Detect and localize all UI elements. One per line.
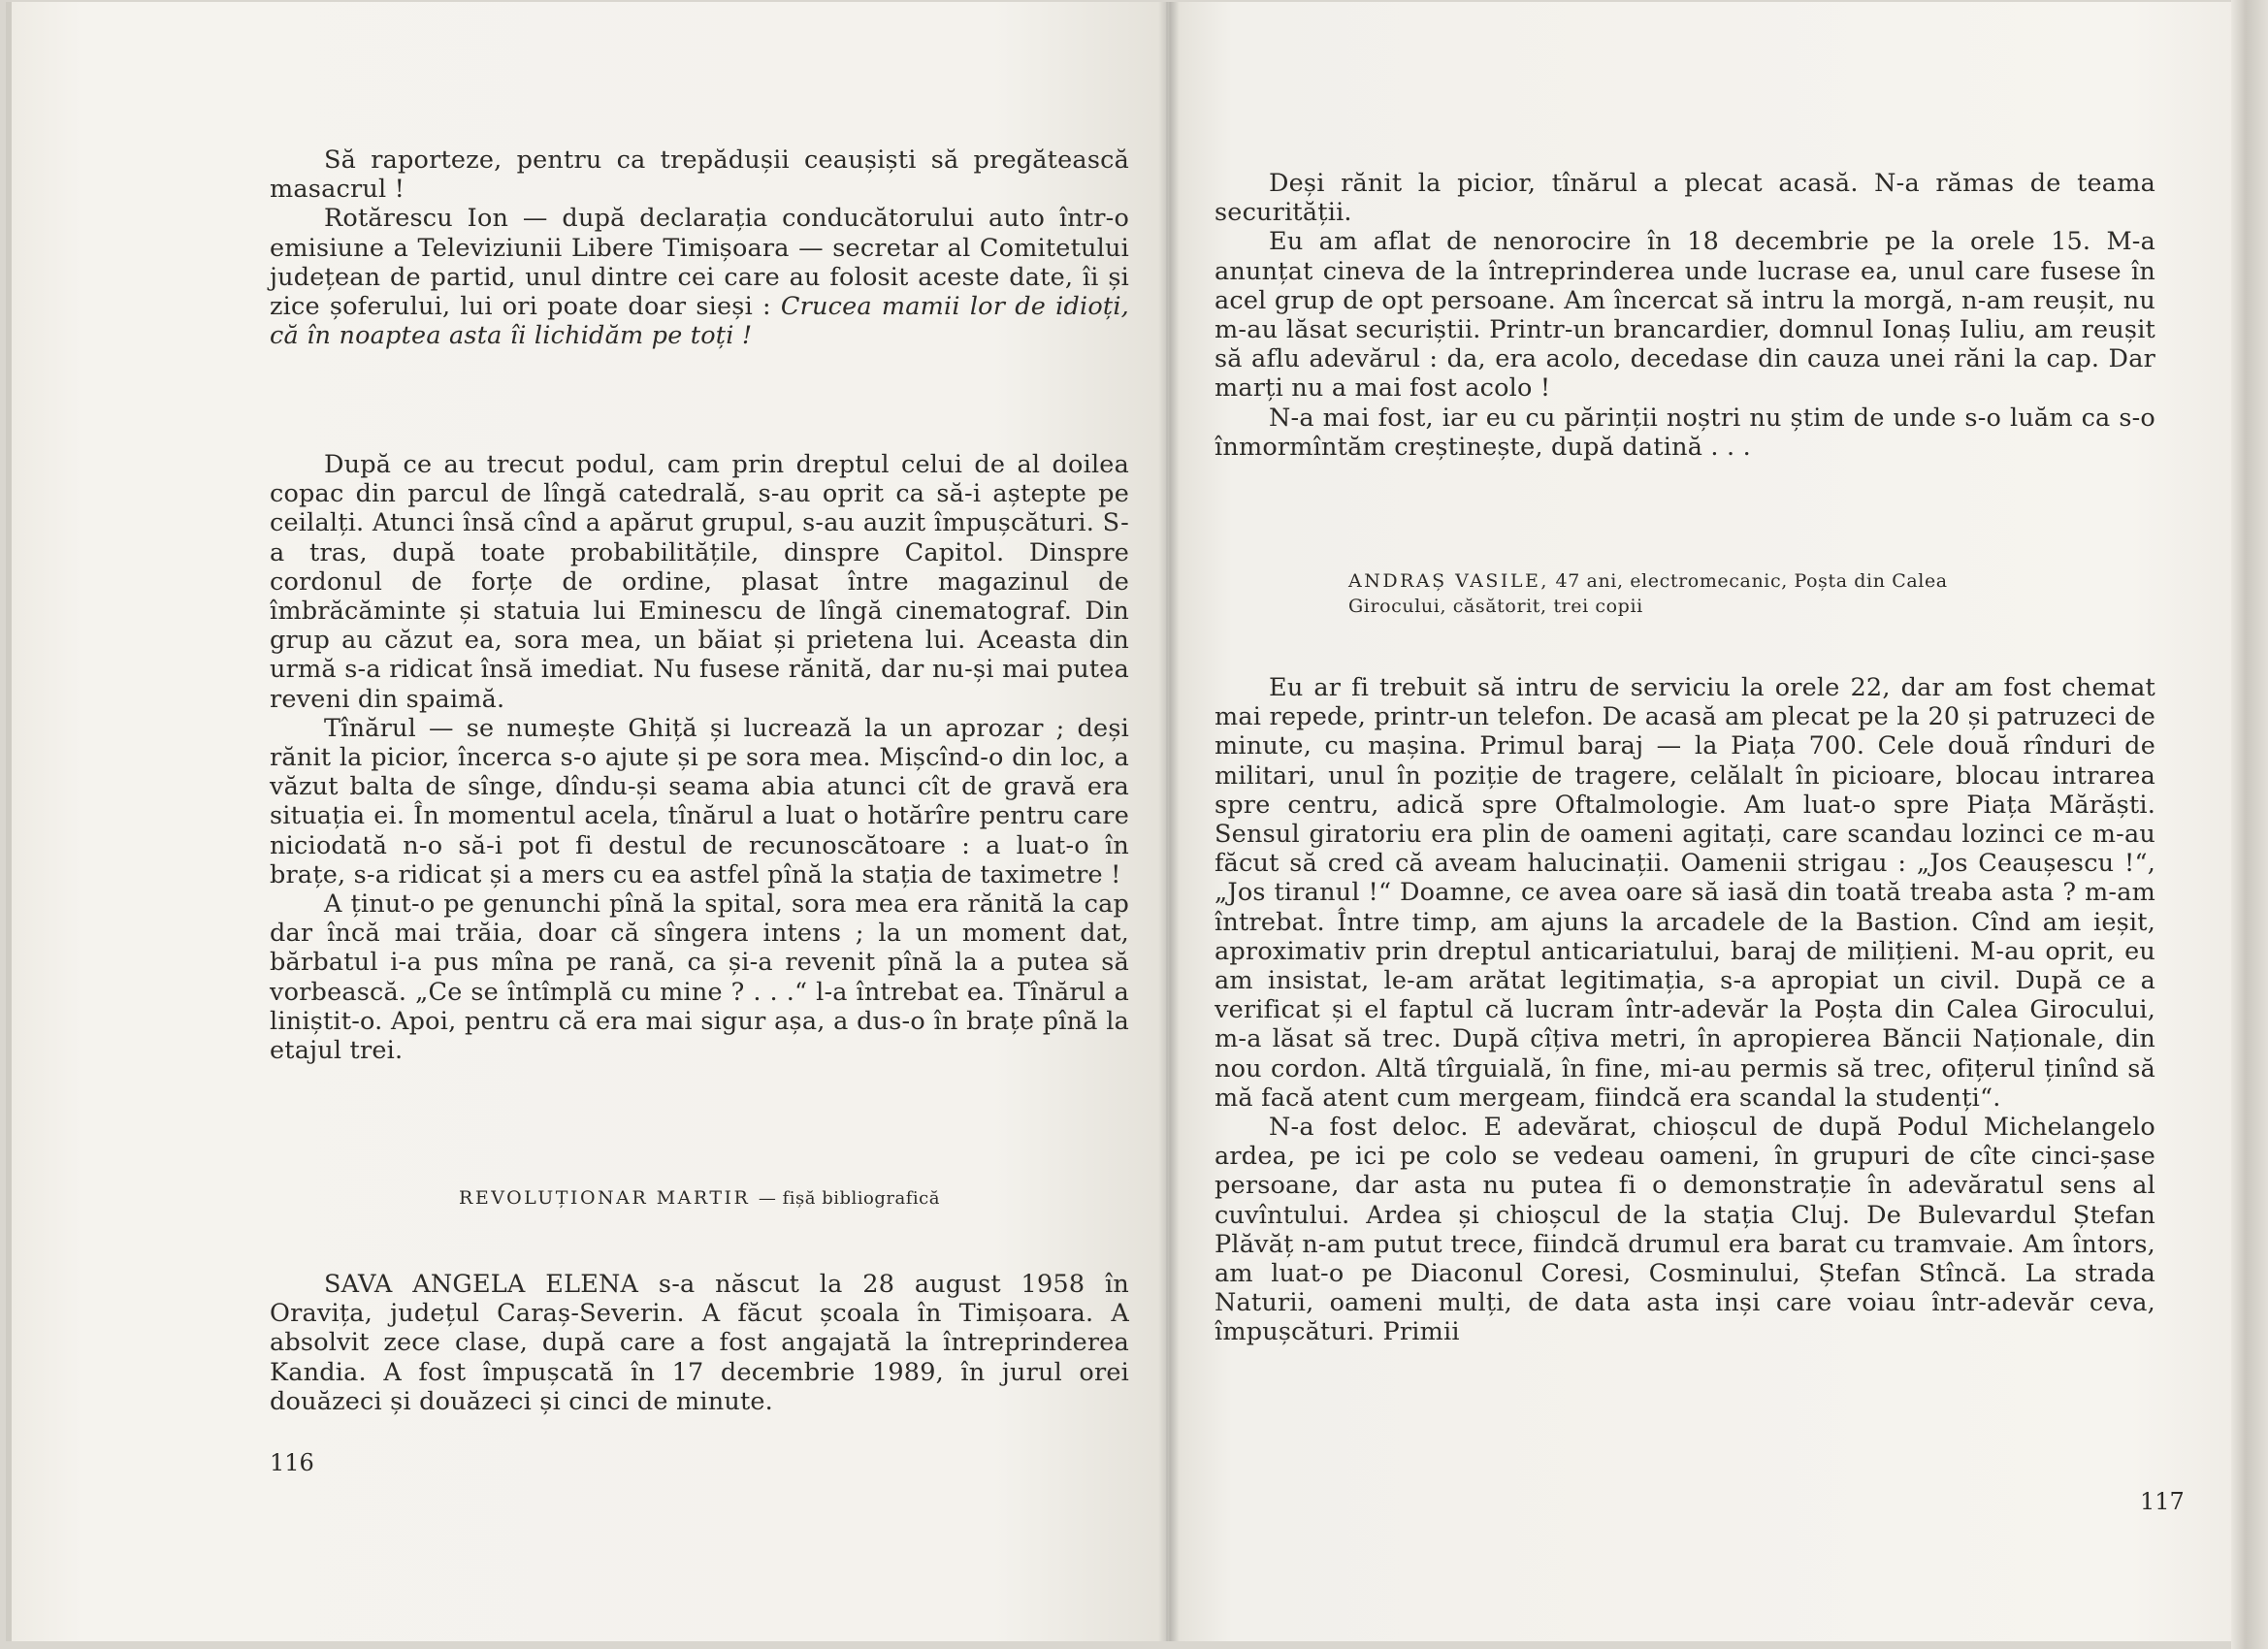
left-paragraph: După ce au trecut podul, cam prin dreptul celui de al doilea copac din parcul de lîngă catedrală, s-au oprit ca să-i aștepte pe ceilalți. Atunci însă cînd a apărut grupul, s-au auzit împușcături. S-a tras, după toate probabilitățile, dinspre Capitol. Dinspre cordonul de forțe de ordine, plasat între magazinul de îmbrăcăminte și statuia lui Eminescu de lîngă cinematograf. Din grup au căzut ea, sora mea, un băiat și prietena lui. Aceasta din urmă s-a ridicat însă imediat. Nu fusese rănită, dar nu-și mai putea reveni din spaimă. bbox=[270, 450, 1129, 714]
left-block-2 bbox=[270, 450, 1129, 1065]
left-page bbox=[6, 2, 1166, 1641]
right-paragraph: N-a fost deloc. E adevărat, chioșcul de după Podul Michelangelo ardea, pe ici pe colo se vedeau oameni, în grupuri de cîte cinci-șase persoane, dar asta nu putea fi o demonstrație în adevăratul sens al cuvîntului. Ardea și chioșcul de la stația Cluj. De Bulevardul Ștefan Plăvăț n-am putut trece, fiindcă drumul era barat cu tramvaie. Am întors, am luat-o pe Diaconul Coresi, Cosminului, Ștefan Stîncă. La strada Naturii, oameni mulți, de data asta inși care voiau într-adevăr ceva, împușcături. Primii bbox=[1215, 1113, 2155, 1347]
right-paragraph: Eu am aflat de nenorocire în 18 decembrie pe la orele 15. M-a anunțat cineva de la întreprinderea unde lucrase ea, unul care fusese în acel grup de opt persoane. Am încercat să intru la morgă, n-am reușit, nu m-au lăsat securiștii. Printr-un brancardier, domnul Ionaș Iuliu, am reușit să aflu adevărul : da, era acolo, decedase din cauza unei răni la cap. Dar marți nu a mai fost acolo ! bbox=[1215, 227, 2155, 404]
left-paragraph-text: Rotărescu Ion — după declarația conducătorului auto într-o emisiune a Televiziunii Libere Timișoara — secretar al Comitetului județean de partid, unul dintre cei care au folosit aceste date, îi și zice șoferului, lui ori poate doar sieși : bbox=[270, 204, 1129, 322]
italic-quote: Crucea mamii lor de idioți, că în noaptea asta îi lichidăm pe toți ! bbox=[270, 292, 1129, 351]
witness-details-line-2: Girocului, căsătorit, trei copii bbox=[1348, 596, 1643, 617]
book-gutter bbox=[1158, 2, 1180, 1641]
page-number-right: 117 bbox=[2140, 1488, 2185, 1515]
left-block-1 bbox=[270, 146, 1129, 350]
section-heading-title: REVOLUȚIONAR MARTIR bbox=[459, 1187, 751, 1209]
right-paragraph: Eu ar fi trebuit să intru de serviciu la orele 22, dar am fost chemat mai repede, printr-un telefon. De acasă am plecat pe la 20 și patruzeci de minute, cu mașina. Primul baraj — la Piața 700. Cele două rînduri de militari, unul în poziție de tragere, celălalt în picioare, blocau intrarea spre centru, adică spre Oftalmologie. Am luat-o spre Piața Mărăști. Sensul giratoriu era plin de oameni agitați, care scandau lozinci ce m-au făcut să cred că aveam halucinații. Oamenii strigau : „Jos Ceaușescu !“, „Jos tiranul !“ Doamne, ce avea oare să iasă din toată treaba asta ? m-am întrebat. Între timp, am ajuns la arcadele de la Bastion. Cînd am ieșit, aproximativ prin dreptul anticariatului, baraj de milițieni. M-au oprit, eu am insistat, le-am arătat legitimația, s-a apropiat un civil. După ce a verificat și el faptul că lucram într-adevăr la Poșta din Calea Girocului, m-a lăsat să trec. După cîțiva metri, în apropierea Băncii Naționale, din nou cordon. Altă tîrguială, în fine, mi-au permis să trec, ofițerul ținînd să mă facă atent cum mergeam, fiindcă era scandal la studenți“. bbox=[1215, 673, 2155, 1113]
book-spread bbox=[6, 2, 2237, 1641]
right-page bbox=[1168, 2, 2237, 1641]
page-number-left: 116 bbox=[270, 1449, 314, 1476]
left-paragraph: Tînărul — se numește Ghiță și lucrează la un aprozar ; deși rănit la picior, încerca s-o ajute și pe sora mea. Mișcînd-o din loc, a văzut balta de sînge, dîndu-și seama abia atunci cît de gravă era situația ei. În momentul acela, tînărul a luat o hotărîre pentru care niciodată n-o să-i pot fi destul de recunoscătoare : a luat-o în brațe, s-a ridicat și a mers cu ea astfel pînă la stația de taximetre ! bbox=[270, 713, 1129, 889]
section-heading-subtitle: — fișă bibliografică bbox=[758, 1188, 940, 1209]
witness-byline bbox=[1348, 568, 2144, 619]
left-paragraph: Să raporteze, pentru ca trepădușii ceaușiști să pregătească masacrul ! bbox=[270, 146, 1129, 205]
page-edge bbox=[2231, 0, 2268, 1649]
left-paragraph: A ținut-o pe genunchi pînă la spital, sora mea era rănită la cap dar încă mai trăia, doar că sîngera intens ; la un moment dat, bărbatul i-a pus mîna pe rană, ca și-a revenit pînă la a putea să vorbească. „Ce se întîmplă cu mine ? . . .“ l-a întrebat ea. Tînărul a liniștit-o. Apoi, pentru că era mai sigur așa, a dus-o în brațe pînă la etajul trei. bbox=[270, 889, 1129, 1066]
right-paragraph: Deși rănit la picior, tînărul a plecat acasă. N-a rămas de teama securității. bbox=[1215, 169, 2155, 228]
right-block-1 bbox=[1215, 169, 2155, 462]
right-paragraph: N-a mai fost, iar eu cu părinții noștri nu știm de unde s-o luăm ca s-o înmormîntăm creștinește, după datină . . . bbox=[1215, 403, 2155, 462]
section-heading bbox=[270, 1187, 1129, 1209]
witness-name: ANDRAȘ VASILE, bbox=[1348, 570, 1549, 592]
biography-paragraph: SAVA ANGELA ELENA s-a născut la 28 august 1958 în Oravița, județul Caraș-Severin. A făcut școala în Timișoara. A absolvit zece clase, după care a fost angajată la întreprinderea Kandia. A fost împușcată în 17 decembrie 1989, în jurul orei douăzeci și douăzeci și cinci de minute. bbox=[270, 1270, 1129, 1416]
right-block-2 bbox=[1215, 673, 2155, 1347]
left-block-3 bbox=[270, 1270, 1129, 1416]
left-paragraph bbox=[270, 204, 1129, 350]
witness-details: 47 ani, electromecanic, Poșta din Calea bbox=[1555, 570, 1948, 592]
